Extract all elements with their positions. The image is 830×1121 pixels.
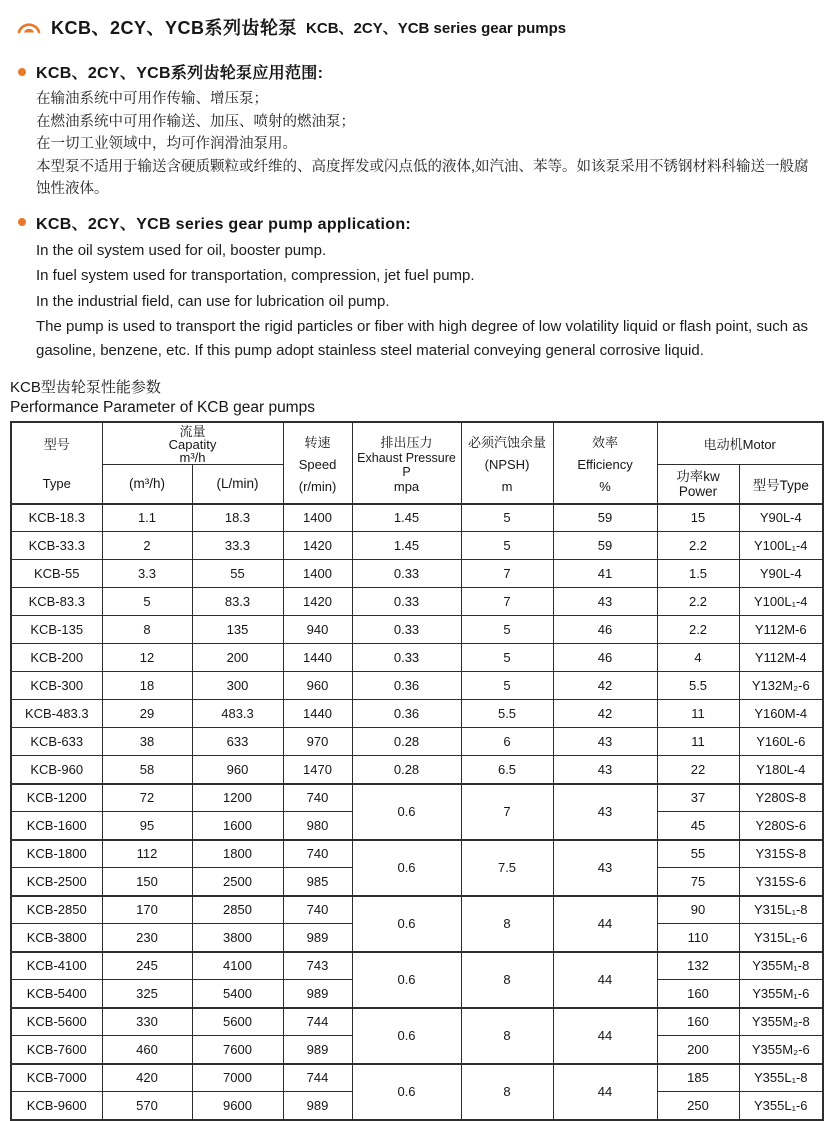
value-cell: 9600 [192,1092,283,1120]
col-header-npsh-en: (NPSH) [484,457,530,473]
value-cell: 989 [283,980,352,1008]
col-header-speed-unit: (r/min) [298,478,337,494]
application-cn-body [36,88,818,201]
col-header-capacity-cn: 流量 [179,424,206,439]
pump-type-cell: KCB-200 [11,644,102,672]
value-cell: Y315L₁-6 [739,924,823,952]
value-cell: 460 [102,1036,192,1064]
pump-type-cell: KCB-300 [11,672,102,700]
col-header-power [657,465,739,504]
value-cell: Y315S-6 [739,868,823,896]
table-row [11,644,823,672]
section-application-cn [10,60,820,201]
value-cell: 5600 [192,1008,283,1036]
value-cell: 0.33 [352,616,461,644]
value-cell: Y355M₂-6 [739,1036,823,1064]
pump-type-cell: KCB-1600 [11,812,102,840]
value-cell: 42 [553,700,657,728]
col-header-efficiency-unit: % [599,478,611,494]
value-cell: 1.5 [657,560,739,588]
value-cell: 44 [553,1008,657,1064]
col-header-npsh-unit: m [501,478,513,494]
value-cell: 0.28 [352,756,461,784]
value-cell: 42 [553,672,657,700]
value-cell: 12 [102,644,192,672]
value-cell: 2.2 [657,616,739,644]
section-application-en [10,211,820,363]
value-cell: 43 [553,588,657,616]
value-cell: 6 [461,728,553,756]
value-cell: 5 [461,532,553,560]
en-line-1: In the oil system used for oil, booster pump. [36,241,327,259]
pump-type-cell: KCB-33.3 [11,532,102,560]
section-heading-cn: KCB、2CY、YCB系列齿轮泵应用范围: [36,65,324,82]
value-cell: 0.6 [352,784,461,840]
col-header-type [11,422,102,504]
value-cell: 2.2 [657,532,739,560]
value-cell: 160 [657,980,739,1008]
pump-type-cell: KCB-83.3 [11,588,102,616]
value-cell: 46 [553,644,657,672]
value-cell: 43 [553,756,657,784]
table-row [11,1064,823,1092]
value-cell: 1440 [283,700,352,728]
value-cell: 570 [102,1092,192,1120]
value-cell: Y160L-6 [739,728,823,756]
value-cell: 8 [461,952,553,1008]
value-cell: 989 [283,924,352,952]
value-cell: 7600 [192,1036,283,1064]
col-header-npsh [461,422,553,504]
value-cell: Y90L-4 [739,504,823,532]
section-heading-en-row [18,211,820,234]
value-cell: 8 [461,1064,553,1120]
table-row [11,1008,823,1036]
value-cell: 8 [461,1008,553,1064]
value-cell: 15 [657,504,739,532]
table-title-cn: KCB型齿轮泵性能参数 [10,379,161,396]
col-header-capacity-en: Capatity [168,437,217,452]
pump-type-cell: KCB-5600 [11,1008,102,1036]
cn-paragraph: 本型泵不适用于输送含硬质颗粒或纤维的、高度挥发或闪点低的液体,如汽油、苯等。如该泵采用不锈钢材料科输送一般腐蚀性液体。 [36,158,809,197]
value-cell: Y355L₁-6 [739,1092,823,1120]
pump-logo-icon [16,20,42,35]
value-cell: 245 [102,952,192,980]
value-cell: Y112M-4 [739,644,823,672]
col-header-power-en: Power [678,483,718,499]
col-header-type-en: Type [42,475,71,491]
page-title-en: KCB、2CY、YCB series gear pumps [306,19,567,37]
value-cell: 250 [657,1092,739,1120]
col-header-pressure-cn: 排出压力 [380,434,433,450]
value-cell: 11 [657,700,739,728]
value-cell: 135 [192,616,283,644]
value-cell: 940 [283,616,352,644]
col-header-m3h: (m³/h) [102,465,192,504]
value-cell: 160 [657,1008,739,1036]
pump-type-cell: KCB-1800 [11,840,102,868]
value-cell: 75 [657,868,739,896]
value-cell: 5400 [192,980,283,1008]
value-cell: 300 [192,672,283,700]
en-line-3: In the industrial field, can use for lubrication oil pump. [36,292,390,310]
value-cell: 989 [283,1092,352,1120]
pump-type-cell: KCB-1200 [11,784,102,812]
value-cell: 2.2 [657,588,739,616]
value-cell: Y112M-6 [739,616,823,644]
value-cell: 170 [102,896,192,924]
value-cell: 29 [102,700,192,728]
pump-type-cell: KCB-2500 [11,868,102,896]
col-header-pressure-en: Exhaust Pressure P [357,450,456,479]
col-header-motor [657,422,823,465]
value-cell: 72 [102,784,192,812]
pump-type-cell: KCB-2850 [11,896,102,924]
value-cell: 5 [461,644,553,672]
value-cell: 2 [102,532,192,560]
table-row [11,728,823,756]
value-cell: 59 [553,504,657,532]
value-cell: 1.45 [352,532,461,560]
value-cell: 11 [657,728,739,756]
value-cell: 44 [553,952,657,1008]
value-cell: 0.36 [352,672,461,700]
pump-type-cell: KCB-55 [11,560,102,588]
value-cell: 18 [102,672,192,700]
col-header-capacity-unit: m³/h [179,450,206,465]
value-cell: Y355L₁-8 [739,1064,823,1092]
value-cell: 44 [553,896,657,952]
value-cell: 0.33 [352,560,461,588]
value-cell: 37 [657,784,739,812]
cn-line-1: 在输油系统中可用作传输、增压泵； [36,91,268,107]
bullet-icon [18,218,26,226]
table-row [11,756,823,784]
value-cell: 6.5 [461,756,553,784]
value-cell: Y280S-8 [739,784,823,812]
en-paragraph: The pump is used to transport the rigid particles or fiber with high degree of low volatility liquid or flash point, such as gasoline, benzene, etc. If this pump adopt stainless steel material conveying general corrosive liquid. [36,318,809,359]
col-header-type-cn: 型号 [43,436,70,452]
value-cell: 740 [283,784,352,812]
value-cell: 150 [102,868,192,896]
value-cell: 1800 [192,840,283,868]
table-row [11,560,823,588]
col-header-efficiency [553,422,657,504]
value-cell: 230 [102,924,192,952]
value-cell: 95 [102,812,192,840]
value-cell: 1420 [283,588,352,616]
value-cell: 58 [102,756,192,784]
value-cell: 0.6 [352,1008,461,1064]
value-cell: 3800 [192,924,283,952]
table-row [11,672,823,700]
value-cell: 43 [553,728,657,756]
page-title-cn: KCB、2CY、YCB系列齿轮泵 [51,18,298,38]
col-header-speed-en: Speed [298,457,337,473]
col-header-motor-label: 电动机Motor [703,437,776,452]
value-cell: 7 [461,784,553,840]
value-cell: 970 [283,728,352,756]
value-cell: 59 [553,532,657,560]
table-row [11,952,823,980]
value-cell: Y280S-6 [739,812,823,840]
value-cell: 420 [102,1064,192,1092]
value-cell: 110 [657,924,739,952]
value-cell: 1420 [283,532,352,560]
pump-type-cell: KCB-135 [11,616,102,644]
value-cell: 43 [553,784,657,840]
table-row [11,700,823,728]
value-cell: 5 [461,672,553,700]
value-cell: 1200 [192,784,283,812]
value-cell: 740 [283,840,352,868]
value-cell: 960 [192,756,283,784]
application-en-body [36,239,818,363]
value-cell: Y355M₁-6 [739,980,823,1008]
col-header-motor-type: 型号Type [739,465,823,504]
table-row [11,784,823,812]
value-cell: 985 [283,868,352,896]
table-row [11,504,823,532]
value-cell: 33.3 [192,532,283,560]
section-heading-en: KCB、2CY、YCB series gear pump application: [36,215,412,233]
table-row [11,532,823,560]
value-cell: 8 [461,896,553,952]
value-cell: Y315L₁-8 [739,896,823,924]
col-header-capacity [102,422,283,465]
col-header-speed [283,422,352,504]
value-cell: 0.36 [352,700,461,728]
value-cell: 0.33 [352,588,461,616]
value-cell: 1470 [283,756,352,784]
table-row [11,896,823,924]
value-cell: 7 [461,560,553,588]
value-cell: 1400 [283,504,352,532]
value-cell: Y355M₂-8 [739,1008,823,1036]
section-heading-cn-row [18,60,820,83]
col-header-power-cn: 功率kw [676,468,720,484]
pump-type-cell: KCB-9600 [11,1092,102,1120]
value-cell: 7.5 [461,840,553,896]
col-header-pressure-unit: mpa [393,478,420,494]
en-line-2: In fuel system used for transportation, compression, jet fuel pump. [36,267,475,284]
pump-type-cell: KCB-4100 [11,952,102,980]
pump-type-cell: KCB-7000 [11,1064,102,1092]
value-cell: 4100 [192,952,283,980]
value-cell: 744 [283,1008,352,1036]
value-cell: 5.5 [657,672,739,700]
col-header-npsh-cn: 必须汽蚀余量 [468,434,547,450]
pump-type-cell: KCB-18.3 [11,504,102,532]
value-cell: Y180L-4 [739,756,823,784]
value-cell: 0.6 [352,1064,461,1120]
value-cell: 633 [192,728,283,756]
value-cell: 1.45 [352,504,461,532]
value-cell: Y315S-8 [739,840,823,868]
value-cell: 1400 [283,560,352,588]
value-cell: 41 [553,560,657,588]
value-cell: 2500 [192,868,283,896]
value-cell: 55 [657,840,739,868]
pump-type-cell: KCB-960 [11,756,102,784]
value-cell: 1440 [283,644,352,672]
pump-type-cell: KCB-483.3 [11,700,102,728]
value-cell: 1600 [192,812,283,840]
value-cell: 112 [102,840,192,868]
value-cell: 960 [283,672,352,700]
bullet-icon [18,68,26,76]
value-cell: 8 [102,616,192,644]
cn-line-3: 在一切工业领域中，均可作润滑油泵用。 [36,136,297,152]
value-cell: 90 [657,896,739,924]
value-cell: 325 [102,980,192,1008]
value-cell: 132 [657,952,739,980]
value-cell: 55 [192,560,283,588]
value-cell: 744 [283,1064,352,1092]
value-cell: Y355M₁-8 [739,952,823,980]
pump-type-cell: KCB-3800 [11,924,102,952]
table-row [11,616,823,644]
value-cell: 483.3 [192,700,283,728]
value-cell: 18.3 [192,504,283,532]
value-cell: 5 [102,588,192,616]
value-cell: 0.28 [352,728,461,756]
value-cell: 200 [192,644,283,672]
value-cell: 200 [657,1036,739,1064]
pump-type-cell: KCB-7600 [11,1036,102,1064]
performance-table-body [11,504,823,1120]
value-cell: 45 [657,812,739,840]
pump-type-cell: KCB-633 [11,728,102,756]
cn-line-2: 在燃油系统中可用作输送、加压、喷射的燃油泵； [36,113,355,130]
page-header [16,14,820,40]
col-header-speed-cn: 转速 [304,434,331,450]
value-cell: 980 [283,812,352,840]
value-cell: 989 [283,1036,352,1064]
value-cell: 46 [553,616,657,644]
col-header-pressure [352,422,461,504]
value-cell: 7000 [192,1064,283,1092]
value-cell: Y100L₁-4 [739,532,823,560]
value-cell: Y132M₂-6 [739,672,823,700]
value-cell: 3.3 [102,560,192,588]
value-cell: Y160M-4 [739,700,823,728]
value-cell: 5 [461,504,553,532]
value-cell: 0.6 [352,896,461,952]
table-title-block [10,378,820,418]
value-cell: Y90L-4 [739,560,823,588]
table-row [11,588,823,616]
value-cell: 743 [283,952,352,980]
value-cell: 7 [461,588,553,616]
value-cell: 2850 [192,896,283,924]
value-cell: 38 [102,728,192,756]
value-cell: 740 [283,896,352,924]
value-cell: 83.3 [192,588,283,616]
value-cell: Y100L₁-4 [739,588,823,616]
value-cell: 5 [461,616,553,644]
value-cell: 1.1 [102,504,192,532]
value-cell: 185 [657,1064,739,1092]
pump-type-cell: KCB-5400 [11,980,102,1008]
col-header-lmin: (L/min) [192,465,283,504]
table-row [11,840,823,868]
value-cell: 43 [553,840,657,896]
table-title-en: Performance Parameter of KCB gear pumps [10,399,315,416]
value-cell: 4 [657,644,739,672]
value-cell: 0.33 [352,644,461,672]
value-cell: 0.6 [352,952,461,1008]
performance-table [10,421,824,1121]
value-cell: 44 [553,1064,657,1120]
col-header-efficiency-cn: 效率 [592,434,619,450]
value-cell: 22 [657,756,739,784]
value-cell: 0.6 [352,840,461,896]
col-header-efficiency-en: Efficiency [577,457,633,473]
value-cell: 5.5 [461,700,553,728]
value-cell: 330 [102,1008,192,1036]
